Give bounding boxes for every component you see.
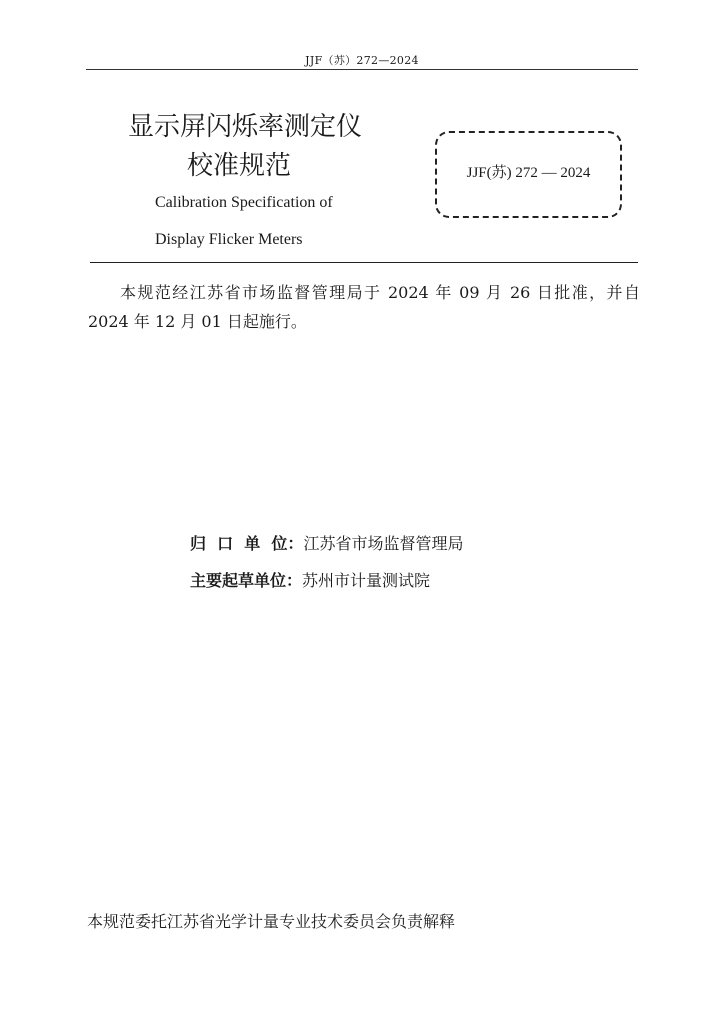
running-header: JJF（苏）272—2024: [305, 54, 419, 67]
drafting-unit-value: 苏州市计量测试院: [302, 571, 431, 590]
info-row-responsible-unit: [190, 531, 463, 554]
header-rule: [86, 69, 638, 70]
title-chinese-line-1: 显示屏闪烁率测定仪: [128, 112, 363, 142]
title-english-line-2: Display Flicker Meters: [155, 231, 303, 248]
interpretation-note: 本规范委托江苏省光学计量专业技术委员会负责解释: [87, 912, 456, 931]
title-rule: [90, 262, 638, 263]
responsible-unit-value: 江苏省市场监督管理局: [303, 534, 464, 553]
approval-statement: 本规范经江苏省市场监督管理局于 2024 年 09 月 26 日批准，并自 2024 年 12 月 01 日起施行。: [88, 283, 640, 331]
title-english-line-1: Calibration Specification of: [155, 194, 333, 211]
drafting-unit-label: 主要起草单位：: [190, 571, 303, 590]
title-chinese-line-2: 校准规范: [187, 151, 292, 181]
responsible-unit-label: 归 口 单 位：: [190, 534, 304, 553]
specification-code: JJF(苏) 272 — 2024: [466, 165, 591, 181]
info-row-drafting-unit: [190, 568, 430, 591]
